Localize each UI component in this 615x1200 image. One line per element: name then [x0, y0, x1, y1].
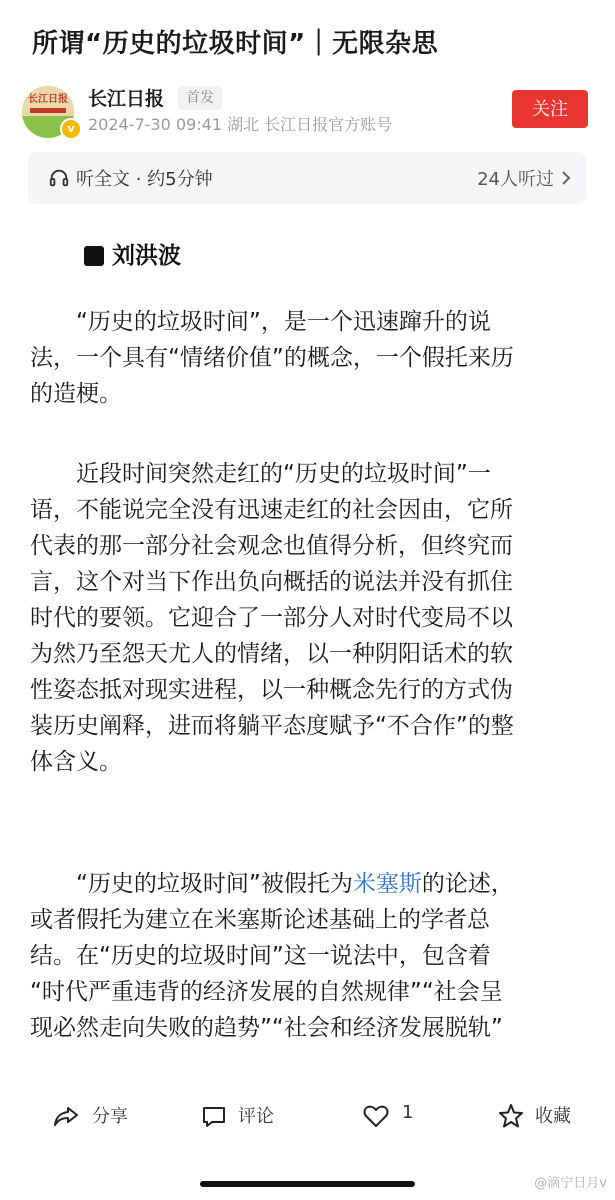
- text-line: “时代严重违背的经济发展的自然规律”“社会呈: [30, 979, 503, 1005]
- text-line: 法，一个具有“情绪价值”的概念，一个假托来历: [30, 345, 514, 371]
- text-line: 性姿态抵对现实进程，以一种概念先行的方式伪: [30, 677, 513, 703]
- text-line: 近段时间突然走红的“历史的垃圾时间”一: [30, 461, 491, 487]
- author-byline: 刘洪波: [112, 243, 181, 269]
- star-icon: [497, 1102, 525, 1130]
- comment-button[interactable]: [200, 1092, 290, 1142]
- avatar-logo: 长江日报: [28, 94, 68, 105]
- headphone-icon: [48, 167, 70, 189]
- collect-label: 收藏: [535, 1106, 571, 1127]
- text-line: 体含义。: [30, 749, 122, 775]
- like-count: 1: [402, 1102, 414, 1123]
- collect-button[interactable]: [497, 1092, 587, 1142]
- paragraph-1: [30, 304, 596, 412]
- comment-icon: [200, 1102, 228, 1130]
- article-title: 所谓“历史的垃圾时间”｜无限杂思: [32, 29, 439, 59]
- paragraph-2: [30, 456, 596, 780]
- source-name[interactable]: 长江日报: [88, 88, 165, 110]
- heart-icon: [362, 1102, 390, 1130]
- first-release-badge: 首发: [178, 86, 222, 110]
- publish-meta: 2024-7-30 09:41 湖北 长江日报官方账号: [88, 115, 393, 134]
- text-line: 结。在“历史的垃圾时间”这一说法中，包含着: [30, 943, 491, 969]
- listen-count: 24人听过: [477, 169, 554, 190]
- listen-label: 听全文 · 约5分钟: [76, 169, 213, 190]
- like-button[interactable]: [362, 1092, 422, 1142]
- text-line: 代表的那一部分社会观念也值得分析，但终究而: [30, 533, 513, 559]
- square-bullet-icon: [84, 246, 104, 266]
- text-line: 言，这个对当下作出负向概括的说法并没有抓住: [30, 569, 513, 595]
- text-line: 现必然走向失败的趋势”“社会和经济发展脱轨”: [30, 1015, 503, 1041]
- share-label: 分享: [92, 1106, 128, 1127]
- text-line: “历史的垃圾时间”被假托为米塞斯的论述，: [30, 871, 514, 897]
- text-line: 语，不能说完全没有迅速走红的社会因由，它所: [30, 497, 513, 523]
- follow-button[interactable]: 关注: [512, 90, 588, 128]
- text-line: 或者假托为建立在米塞斯论述基础上的学者总: [30, 907, 490, 933]
- text-line: 为然乃至怨天尤人的情绪，以一种阴阳话术的软: [30, 641, 513, 667]
- text-line: 的造梗。: [30, 381, 122, 407]
- action-bar: [0, 1092, 615, 1142]
- paragraph-3: [30, 866, 596, 1046]
- verified-icon: v: [60, 118, 82, 140]
- home-indicator[interactable]: [200, 1181, 415, 1187]
- text-line: 装历史阐释，进而将躺平态度赋予“不合作”的整: [30, 713, 514, 739]
- text-line: 时代的要领。它迎合了一部分人对时代变局不以: [30, 605, 513, 631]
- share-icon: [52, 1102, 80, 1130]
- share-button[interactable]: [52, 1092, 142, 1142]
- chevron-right-icon: [560, 169, 572, 187]
- misses-link[interactable]: 米塞斯: [352, 871, 422, 897]
- author-row: [22, 82, 594, 138]
- watermark: @滴宁日月v: [534, 1176, 607, 1191]
- listen-bar[interactable]: [28, 152, 586, 204]
- comment-label: 评论: [238, 1106, 274, 1127]
- text-line: “历史的垃圾时间”，是一个迅速蹿升的说: [30, 309, 491, 335]
